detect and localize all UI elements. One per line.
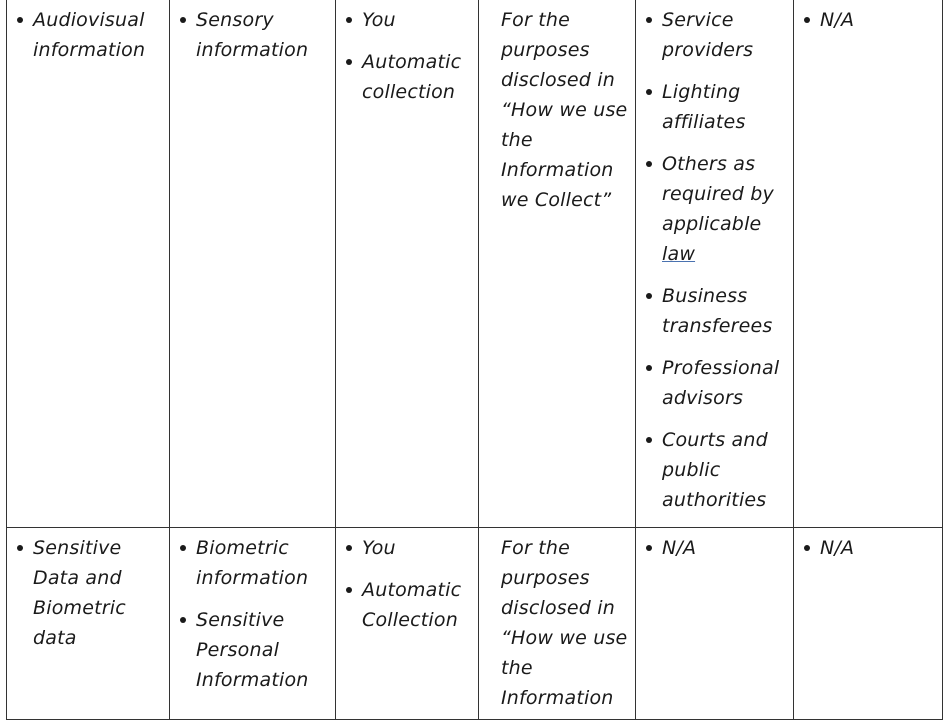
list-item: Automatic Collection: [342, 575, 472, 635]
last-column-cell: [794, 528, 943, 720]
list-item: Automatic collection: [342, 47, 472, 107]
purpose-text: For the purposes disclosed in “How we use the Information we Collect”: [501, 9, 628, 211]
purpose-text: For the purposes disclosed in “How we use the Information: [501, 537, 628, 709]
list-item: Sensory information: [176, 5, 329, 65]
purpose-cell: [479, 0, 636, 528]
recipients-cell: [636, 0, 794, 528]
list-item-text: Others as required by applicable: [662, 153, 774, 235]
list-item: Sensitive Personal Information: [176, 605, 329, 695]
list-item: N/A: [642, 533, 787, 563]
category-cell: [7, 0, 170, 528]
list-item: Sensitive Data and Biometric data: [13, 533, 163, 653]
table-row: [7, 0, 943, 528]
list-item: Professional advisors: [642, 353, 787, 413]
last-column-cell: [794, 0, 943, 528]
list-item: Courts and public authorities: [642, 425, 787, 515]
data-disclosure-table: [6, 0, 943, 720]
table-row: [7, 528, 943, 720]
info-type-cell: [170, 528, 336, 720]
list-item: N/A: [800, 5, 936, 35]
list-item: [642, 149, 787, 269]
info-type-cell: [170, 0, 336, 528]
list-item: Service providers: [642, 5, 787, 65]
category-cell: [7, 528, 170, 720]
list-item: Business transferees: [642, 281, 787, 341]
law-link[interactable]: law: [662, 243, 696, 265]
list-item: Audiovisual information: [13, 5, 163, 65]
list-item: Lighting affiliates: [642, 77, 787, 137]
source-cell: [336, 528, 479, 720]
list-item: You: [342, 533, 472, 563]
list-item: Biometric information: [176, 533, 329, 593]
source-cell: [336, 0, 479, 528]
purpose-cell: [479, 528, 636, 720]
list-item: N/A: [800, 533, 936, 563]
list-item: You: [342, 5, 472, 35]
recipients-cell: [636, 528, 794, 720]
